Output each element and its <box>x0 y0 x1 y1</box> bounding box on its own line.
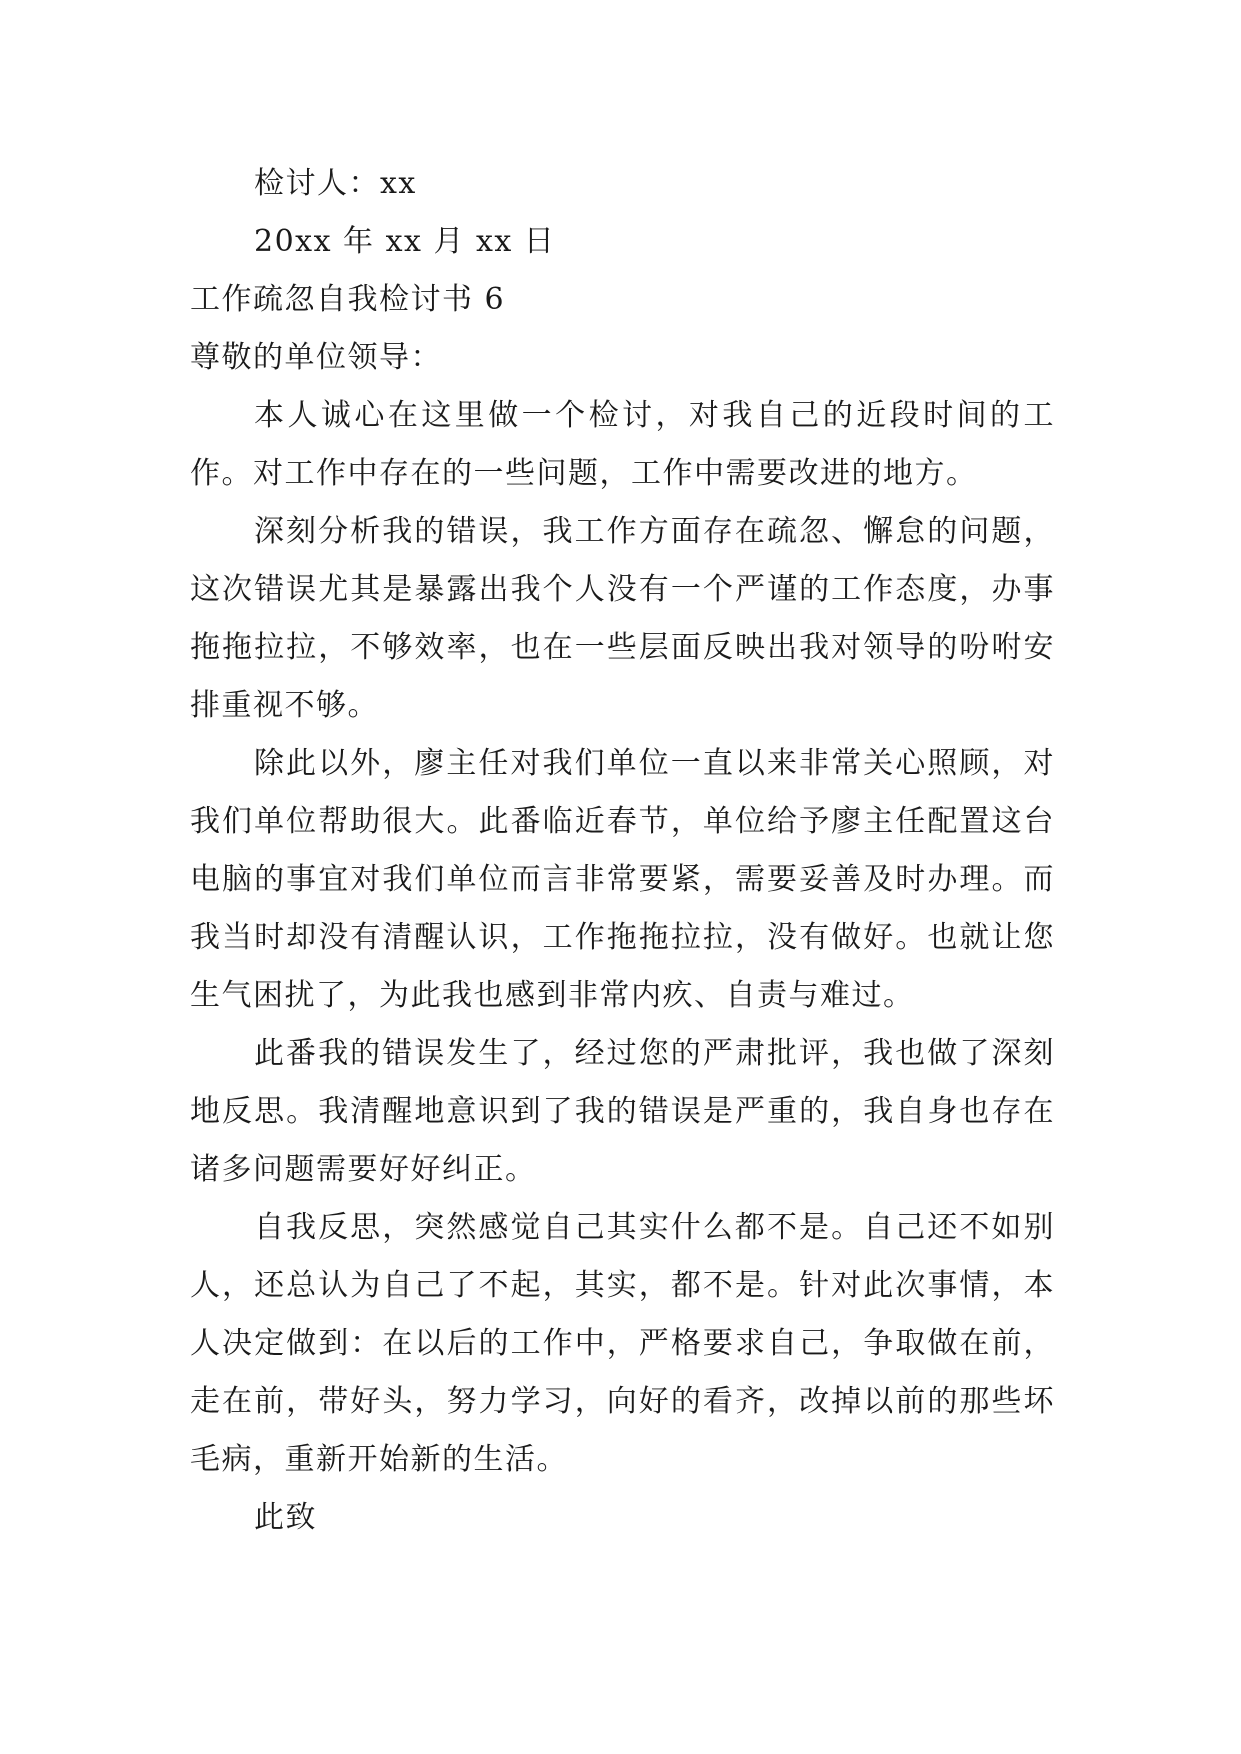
body-paragraph: 此番我的错误发生了，经过您的严肃批评，我也做了深刻地反思。我清醒地意识到了我的错误是严重的，我自身也存在诸多问题需要好好纠正。 <box>190 1036 1055 1187</box>
body-paragraph: 自我反思，突然感觉自己其实什么都不是。自己还不如别人，还总认为自己了不起，其实，都不是。针对此次事情，本人决定做到：在以后的工作中，严格要求自己，争取做在前，走在前，带好头，努力学习，向好的看齐，改掉以前的那些坏毛病，重新开始新的生活。 <box>190 1210 1055 1477</box>
body-paragraph: 除此以外，廖主任对我们单位一直以来非常关心照顾，对我们单位帮助很大。此番临近春节，单位给予廖主任配置这台电脑的事宜对我们单位而言非常要紧，需要妥善及时办理。而我当时却没有清醒认识，工作拖拖拉拉，没有做好。也就让您生气困扰了，为此我也感到非常内疚、自责与难过。 <box>190 746 1055 1013</box>
body-paragraph: 深刻分析我的错误，我工作方面存在疏忽、懈怠的问题，这次错误尤其是暴露出我个人没有一个严谨的工作态度，办事拖拖拉拉，不够效率，也在一些层面反映出我对领导的吩咐安排重视不够。 <box>190 514 1055 723</box>
document-title: 工作疏忽自我检讨书 6 <box>190 282 506 317</box>
body-paragraph: 本人诚心在这里做一个检讨，对我自己的近段时间的工作。对工作中存在的一些问题，工作中需要改进的地方。 <box>190 398 1055 491</box>
closing-line: 此致 <box>254 1500 317 1535</box>
salutation: 尊敬的单位领导： <box>190 340 442 375</box>
signature-label: 检讨人：xx <box>254 166 417 201</box>
signature-date: 20xx 年 xx 月 xx 日 <box>254 224 556 259</box>
document-body <box>190 155 1055 1547</box>
